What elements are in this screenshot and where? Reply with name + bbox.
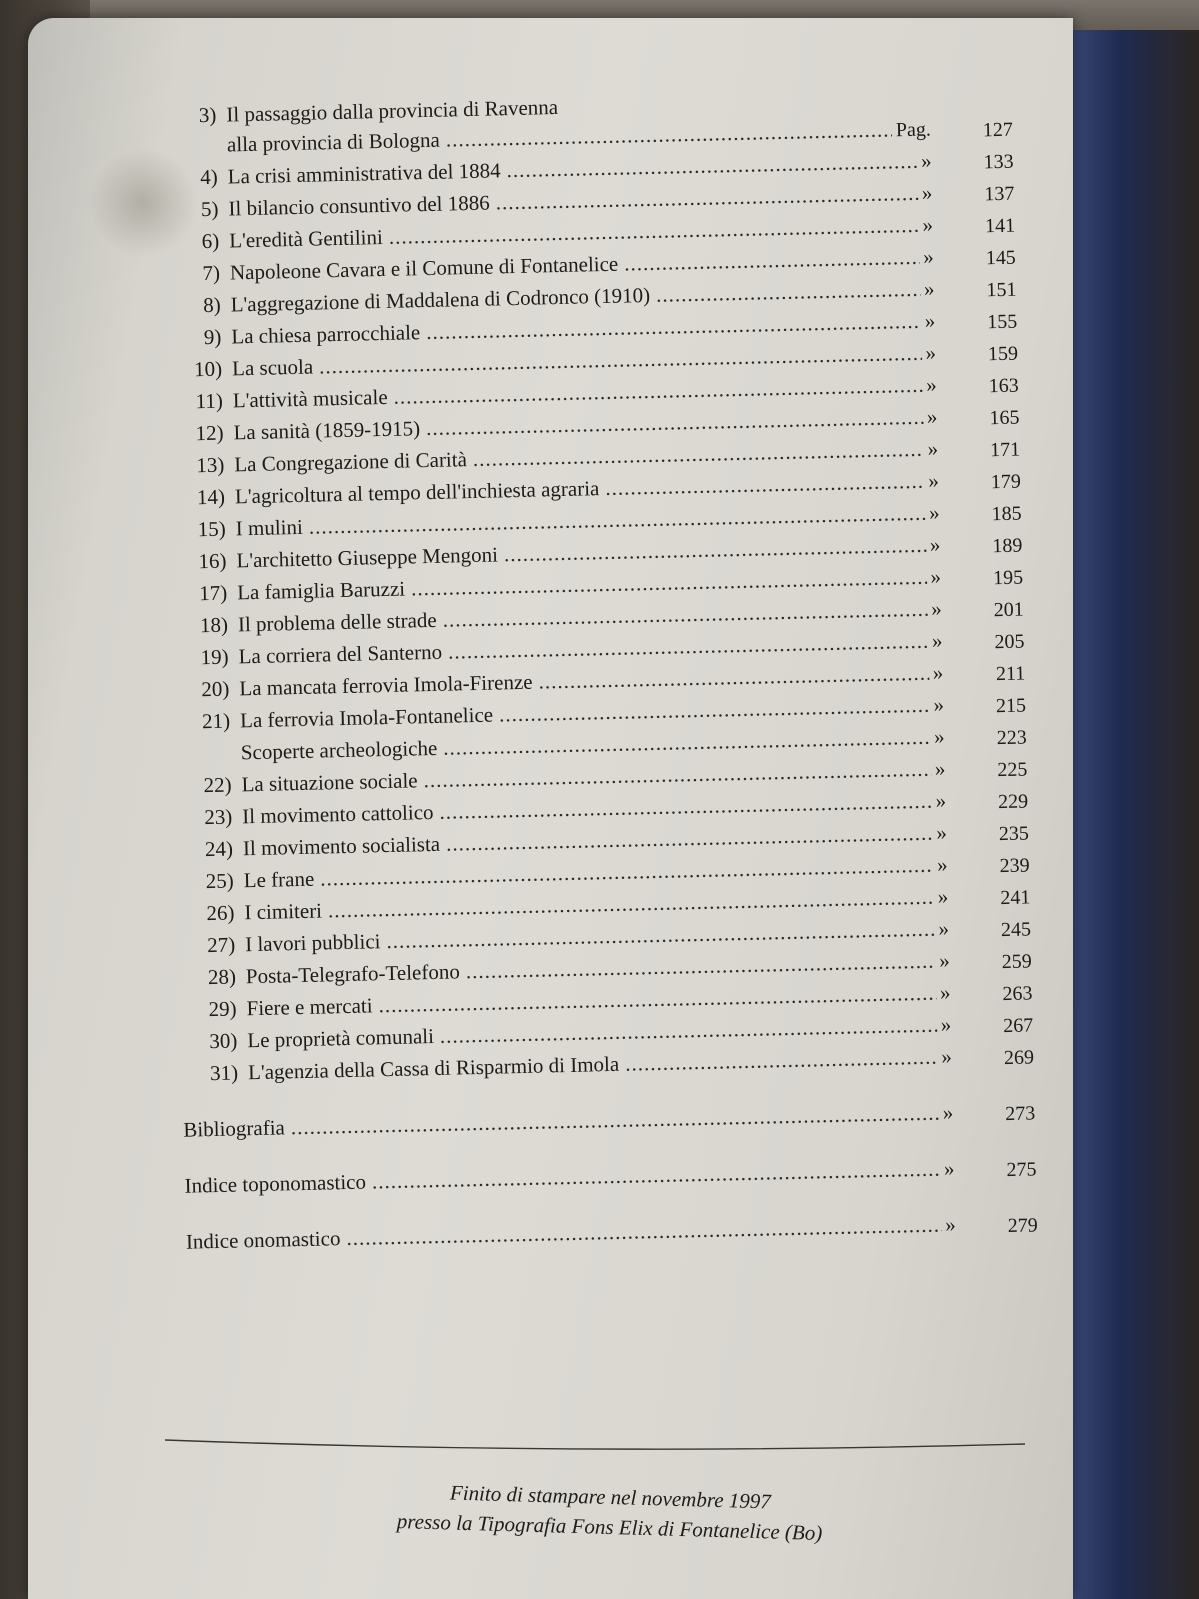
toc-page-number: 245 [1000, 918, 1032, 942]
toc-page-number: 141 [984, 214, 1016, 238]
toc-page-number: 127 [982, 118, 1014, 142]
toc-entry-title: La chiesa parrocchiale [231, 320, 421, 349]
colophon-line-1: Finito di stampare nel novembre 1997 [449, 1480, 772, 1514]
toc-entry-number: 16) [198, 548, 227, 574]
toc-entry-mark: » [921, 180, 933, 205]
toc-page-number: 273 [1004, 1102, 1036, 1126]
toc-page-number: 269 [1003, 1046, 1035, 1070]
toc-entry-title: La sanità (1859-1915) [233, 416, 421, 445]
toc-entry-title: L'agricoltura al tempo dell'inchiesta agraria [234, 476, 600, 509]
toc-entry-title: La scuola [231, 354, 314, 381]
toc-page-number: 179 [990, 470, 1022, 494]
toc-entry-title: Il bilancio consuntivo del 1886 [228, 190, 490, 221]
toc-back-matter [183, 1094, 1056, 1258]
toc-page-number: 133 [983, 150, 1014, 174]
toc-entry-number: 23) [204, 804, 233, 830]
toc-entry-number: 13) [196, 452, 225, 478]
toc-entry-title: Il problema delle strade [237, 607, 437, 637]
toc-page-number: 259 [1001, 950, 1033, 974]
toc-page-number: 229 [997, 790, 1029, 814]
toc-entry-mark: » [925, 372, 937, 397]
toc-entry-mark: » [941, 1044, 953, 1069]
toc-entry-number: 21) [201, 708, 231, 734]
toc-entry-mark: » [929, 532, 941, 557]
toc-leader-dots [605, 469, 925, 501]
toc-entry-number: 8) [202, 292, 221, 318]
toc-entry-title: Fiere e mercati [246, 993, 373, 1021]
toc-page-number: 223 [996, 726, 1027, 750]
toc-entry-mark: » [938, 916, 950, 941]
toc-entry-title: Posta-Telegrafo-Telefono [245, 959, 461, 989]
toc-entry-mark: » [934, 756, 946, 781]
toc-entry-mark: » [920, 148, 932, 173]
toc-entry-number: 14) [196, 484, 226, 510]
toc-entry-title: Indice onomastico [185, 1226, 341, 1254]
toc-back-entry [184, 1150, 1055, 1202]
toc-entry-title: L'agenzia della Cassa di Risparmio di Imola [247, 1051, 620, 1085]
toc-entry-mark: » [928, 500, 940, 525]
toc-entries [160, 80, 1052, 1089]
toc-entry-title: Scoperte archeologiche [240, 735, 438, 765]
toc-entry-number: 5) [200, 196, 219, 222]
toc-entry-title: L'architetto Giuseppe Mengoni [236, 542, 499, 573]
table-of-contents [160, 80, 1056, 1257]
toc-entry-title: La mancata ferrovia Imola-Firenze [239, 669, 533, 701]
toc-entry-title: Il movimento socialista [242, 831, 441, 861]
toc-entry-mark: » [932, 660, 944, 685]
toc-entry-title: Indice toponomastico [184, 1169, 367, 1198]
toc-entry-number: 3) [198, 102, 217, 128]
toc-page-number: 263 [1002, 982, 1033, 1006]
toc-page-number: 163 [988, 374, 1019, 398]
toc-page-number: 185 [991, 502, 1022, 526]
toc-entry-mark: » [926, 404, 938, 429]
toc-page-number: 155 [987, 310, 1018, 334]
toc-entry-title: La situazione sociale [241, 768, 418, 797]
toc-entry-number: 26) [206, 900, 235, 926]
toc-page-number: 279 [1007, 1214, 1039, 1238]
toc-entry-number: 30) [209, 1028, 238, 1054]
toc-page-number: 235 [998, 822, 1030, 846]
toc-entry-title: Le proprietà comunali [247, 1024, 435, 1053]
toc-entry-mark: » [928, 468, 940, 493]
toc-entry-mark: » [935, 788, 947, 813]
toc-page-number: 275 [1006, 1158, 1037, 1182]
toc-entry-title: Il movimento cattolico [242, 799, 434, 829]
toc-entry-mark: » [925, 340, 937, 365]
toc-entry-number: 6) [201, 228, 220, 254]
toc-page-number: 267 [1002, 1014, 1034, 1038]
toc-entry-number [175, 741, 231, 742]
toc-entry-mark: » [924, 308, 936, 333]
toc-entry-mark: » [942, 1100, 954, 1125]
toc-entry-title: L'aggregazione di Maddalena di Codronco (1910) [230, 282, 651, 317]
toc-page-number: 201 [993, 598, 1025, 622]
toc-entry-mark: » [930, 564, 942, 589]
toc-entry-mark: » [939, 980, 951, 1005]
toc-entry-title: La crisi amministrativa del 1884 [227, 158, 501, 189]
toc-entry-title: I mulini [235, 514, 304, 541]
toc-page-number: 205 [994, 630, 1025, 654]
toc-entry-mark: » [933, 724, 945, 749]
toc-entry-title: L'attività musicale [232, 384, 388, 413]
toc-entry-title: Le frane [243, 866, 315, 893]
toc-page-number: 241 [1000, 886, 1031, 910]
toc-entry-title: La Congregazione di Carità [234, 447, 468, 477]
toc-leader-dots [624, 245, 920, 277]
toc-entry-title: La ferrovia Imola-Fontanelice [239, 702, 494, 733]
toc-entry-number: 4) [199, 164, 219, 190]
colophon-line-2: presso la Tipografia Fons Elix di Fontanelice (Bo) [396, 1509, 823, 1545]
toc-entry-number: 31) [209, 1060, 239, 1086]
toc-entry-number: 19) [200, 644, 229, 670]
toc-entry-title: Bibliografia [183, 1115, 286, 1142]
toc-entry-number: 11) [195, 388, 224, 414]
toc-entry-mark: » [922, 212, 934, 237]
toc-entry-number: 9) [203, 324, 222, 350]
toc-entry-mark: » [938, 948, 950, 973]
toc-entry-title: La corriera del Santerno [238, 639, 443, 669]
toc-entry-number: 17) [198, 580, 228, 606]
toc-entry-number: 18) [199, 612, 229, 638]
toc-entry-mark: » [940, 1012, 952, 1037]
toc-page-number: 195 [992, 566, 1024, 590]
toc-entry-title: I lavori pubblici [244, 929, 381, 957]
toc-entry-title: L'eredità Gentilini [228, 224, 384, 253]
toc-entry-number: 29) [208, 996, 237, 1022]
toc-entry-number: 12) [195, 420, 224, 446]
toc-entry-number: 27) [206, 932, 236, 958]
toc-entry-mark: » [937, 884, 949, 909]
toc-entry-label [184, 1156, 954, 1198]
footer-rule [165, 1430, 1025, 1460]
toc-leader-dots [372, 1157, 941, 1195]
toc-entry-number: 24) [204, 836, 234, 862]
toc-entry-title: alla provincia di Bologna [226, 127, 441, 157]
toc-page-number: 159 [987, 342, 1019, 366]
toc-entry-number: 22) [203, 772, 232, 798]
toc-page-number: 239 [999, 854, 1030, 878]
toc-entry-label [183, 1100, 953, 1142]
toc-entry-number [161, 133, 217, 134]
toc-page-number: 151 [986, 278, 1017, 302]
toc-entry-number: 7) [202, 260, 221, 286]
toc-entry-number: 20) [201, 676, 230, 702]
toc-page-number: 215 [995, 694, 1027, 718]
toc-entry-mark: » [943, 1156, 955, 1181]
toc-entry-mark: » [936, 820, 948, 845]
toc-page-number: 137 [984, 182, 1015, 206]
toc-page-number: 165 [989, 406, 1020, 430]
toc-entry-title: I cimiteri [244, 898, 323, 925]
toc-entry-number: 15) [197, 516, 227, 542]
book-page-edge [1068, 30, 1199, 1599]
toc-entry-mark: Pag. [895, 118, 932, 142]
toc-entry-number: 10) [193, 356, 223, 382]
toc-leader-dots [625, 1045, 938, 1077]
toc-entry-title: Il passaggio dalla provincia di Ravenna [226, 94, 559, 127]
toc-page-number: 211 [995, 662, 1026, 686]
toc-entry-mark: » [933, 692, 945, 717]
toc-entry-number: 25) [205, 868, 234, 894]
toc-back-entry [183, 1094, 1054, 1146]
toc-entry-title: Napoleone Cavara e il Comune di Fontanelice [229, 251, 619, 285]
toc-page-number: 189 [992, 534, 1023, 558]
toc-entry-number: 28) [207, 964, 237, 990]
toc-page-number: 225 [997, 758, 1028, 782]
toc-entry-mark: » [923, 276, 935, 301]
toc-page-number: 171 [989, 438, 1021, 462]
toc-entry-mark: » [922, 244, 935, 269]
toc-leader-dots [291, 1101, 939, 1141]
toc-entry-mark: » [927, 436, 939, 461]
toc-page-number: 145 [985, 246, 1017, 270]
toc-entry-title: La famiglia Baruzzi [236, 576, 406, 605]
toc-entry-mark: » [936, 852, 948, 877]
toc-leader-dots [656, 277, 920, 308]
toc-entry-mark: » [931, 628, 943, 653]
toc-entry-mark: » [930, 596, 943, 621]
toc-entry-mark: » [944, 1212, 956, 1237]
